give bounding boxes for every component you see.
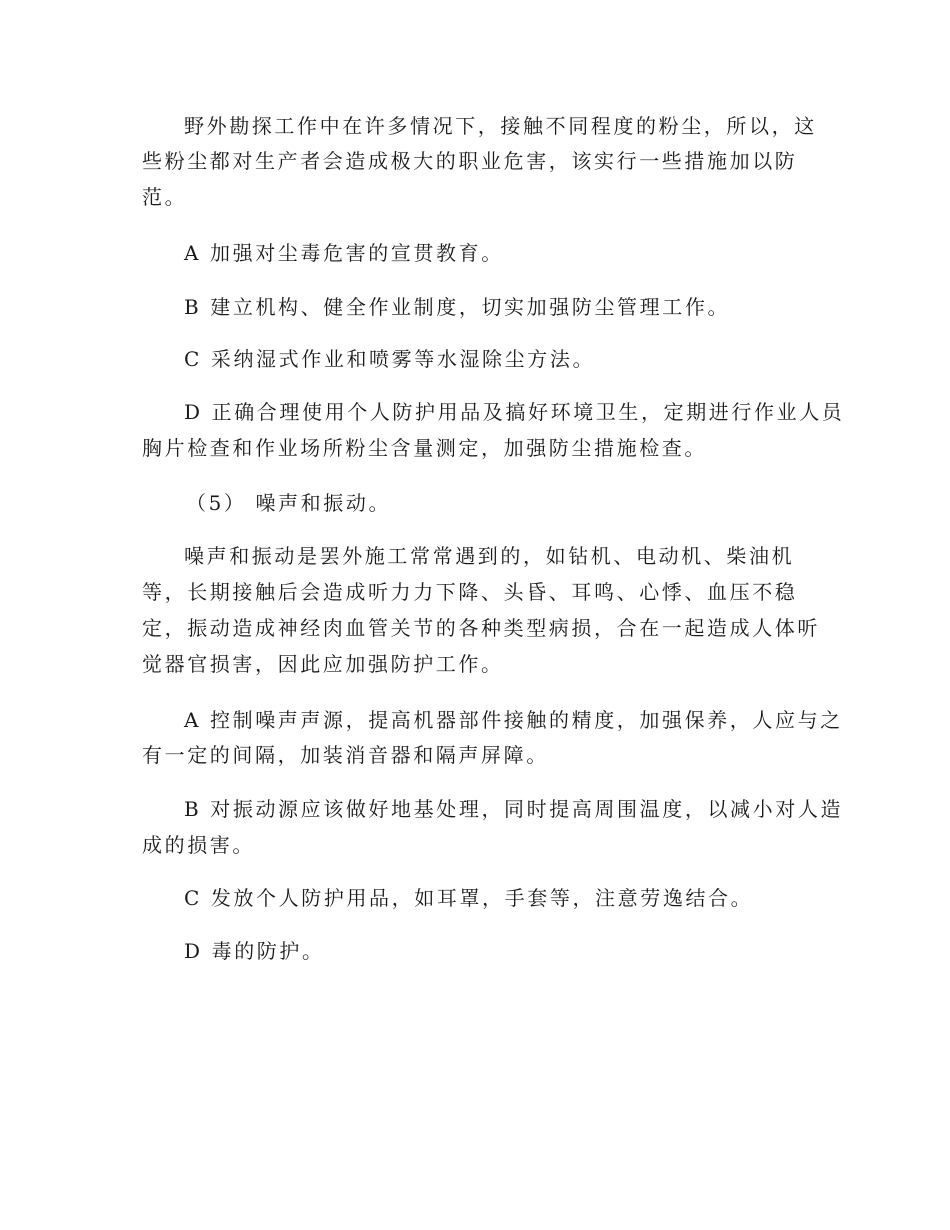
list-item-noise-a: A 控制噪声声源，提高机器部件接触的精度，加强保养，人应与之 xyxy=(184,708,843,732)
paragraph-line: 等，长期接触后会造成听力力下降、头昏、耳鸣、心悸、血压不稳 xyxy=(142,580,798,604)
list-item-dust-d: D 正确合理使用个人防护用品及搞好环境卫生，定期进行作业人员 xyxy=(184,400,845,424)
list-item-dust-d-cont: 胸片检查和作业场所粉尘含量测定，加强防尘措施检查。 xyxy=(142,436,707,460)
list-item-dust-b: B 建立机构、健全作业制度，切实加强防尘管理工作。 xyxy=(184,295,731,319)
list-item-dust-a: A 加强对尘毒危害的宣贯教育。 xyxy=(184,241,504,265)
paragraph-line: 范。 xyxy=(142,185,188,209)
list-item-noise-c: C 发放个人防护用品，如耳罩，手套等，注意劳逸结合。 xyxy=(184,886,754,910)
list-item-noise-b: B 对振动源应该做好地基处理，同时提高周围温度，以减小对人造 xyxy=(184,797,844,821)
list-item-noise-b-cont: 成的损害。 xyxy=(142,833,255,857)
list-item-noise-a-cont: 有一定的间隔，加装消音器和隔声屏障。 xyxy=(142,743,549,767)
section-heading: （5） 噪声和振动。 xyxy=(186,491,392,515)
paragraph-line: 野外勘探工作中在许多情况下，接触不同程度的粉尘，所以，这 xyxy=(184,114,817,138)
list-item-noise-d: D 毒的防护。 xyxy=(184,939,325,963)
paragraph-line: 些粉尘都对生产者会造成极大的职业危害，该实行一些措施加以防 xyxy=(142,149,798,173)
paragraph-line: 觉器官损害，因此应加强防护工作。 xyxy=(142,652,504,676)
paragraph-line: 噪声和振动是罢外施工常常遇到的，如钻机、电动机、柴油机 xyxy=(184,544,795,568)
paragraph-line: 定，振动造成神经肉血管关节的各种类型病损，合在一起造成人体听 xyxy=(142,616,820,640)
list-item-dust-c: C 采纳湿式作业和喷雾等水湿除尘方法。 xyxy=(184,347,596,371)
